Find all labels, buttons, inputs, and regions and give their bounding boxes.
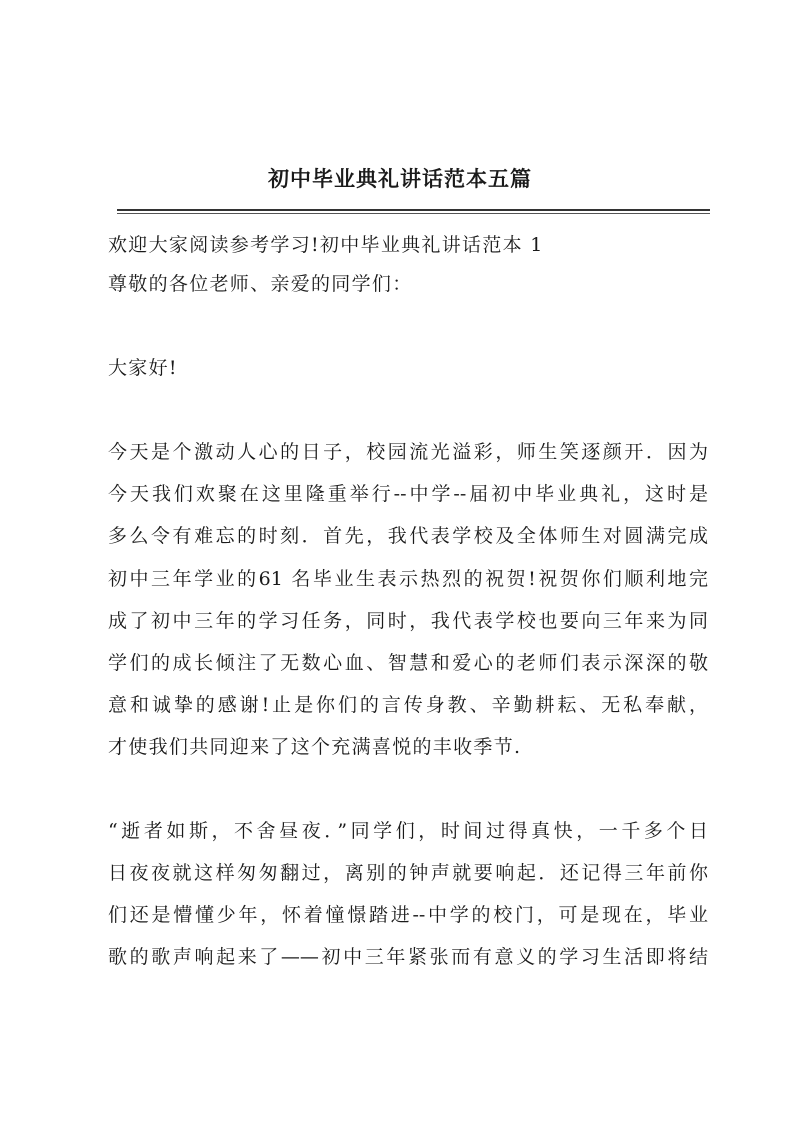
salutation-line: 尊敬的各位老师、亲爱的同学们： [108, 273, 413, 295]
title-divider [117, 209, 710, 214]
paragraph-2-line-1: “逝者如斯，不舍昼夜．”同学们，时间过得真快，一千多个日 [108, 820, 708, 842]
paragraph-1-line-3: 多么令有难忘的时刻．首先，我代表学校及全体师生对圆满完成 [108, 525, 708, 547]
paragraph-1-line-8: 才使我们共同迎来了这个充满喜悦的丰收季节. [108, 736, 522, 758]
paragraph-1-line-5: 成了初中三年的学习任务，同时，我代表学校也要向三年来为同 [108, 610, 708, 632]
paragraph-1-line-6: 学们的成长倾注了无数心血、智慧和爱心的老师们表示深深的敬 [108, 652, 708, 674]
paragraph-1-line-4: 初中三年学业的61 名毕业生表示热烈的祝贺!祝贺你们顺利地完 [108, 568, 708, 590]
paragraph-1-line-2: 今天我们欢聚在这里隆重举行--中学--届初中毕业典礼，这时是 [108, 483, 708, 505]
intro-line: 欢迎大家阅读参考学习!初中毕业典礼讲话范本 1 [108, 234, 544, 256]
greeting-line: 大家好! [108, 357, 178, 379]
paragraph-1-line-7: 意和诚挚的感谢!止是你们的言传身教、辛勤耕耘、无私奉献， [108, 694, 708, 716]
paragraph-2-line-3: 们还是懵懂少年，怀着憧憬踏进--中学的校门，可是现在，毕业 [108, 904, 708, 926]
paragraph-1-line-1: 今天是个激动人心的日子，校园流光溢彩，师生笑逐颜开．因为 [108, 441, 708, 463]
paragraph-2-line-2: 日夜夜就这样匆匆翻过，离别的钟声就要响起．还记得三年前你 [108, 862, 708, 884]
document-title: 初中毕业典礼讲话范本五篇 [268, 166, 532, 191]
paragraph-2-line-4: 歌的歌声响起来了——初中三年紧张而有意义的学习生活即将结 [108, 946, 708, 968]
